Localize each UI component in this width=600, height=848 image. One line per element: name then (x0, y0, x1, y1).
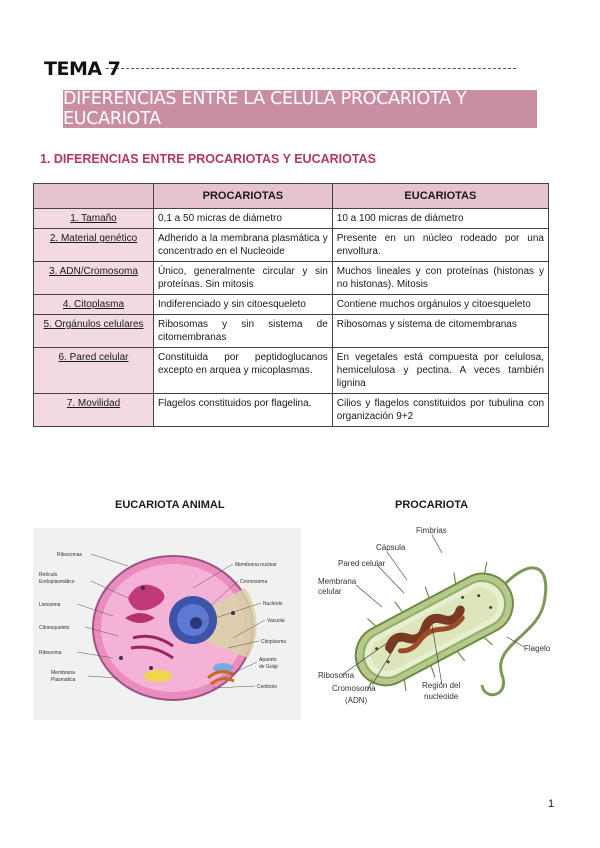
page-number: 1 (548, 798, 555, 810)
row-label-cell (34, 295, 154, 315)
eucariota-cell: Cilios y flagelos constituidos por tubulina con organización 9+2 (332, 394, 548, 427)
table-row (34, 209, 549, 229)
row-label-cell (34, 394, 154, 427)
label-celular: celular (318, 587, 342, 596)
table-row (34, 348, 549, 394)
label-region-del: Región del (422, 681, 461, 690)
label-membrana-nuclear: Membrana nuclear (235, 562, 277, 568)
row-label: 1. Tamaño (70, 213, 117, 224)
table-row (34, 315, 549, 348)
row-label-cell (34, 229, 154, 262)
banner-title: DIFERENCIAS ENTRE LA CÉLULA PROCARIOTA Y EUCARIOTA (63, 89, 467, 129)
animal-cell-figure (33, 528, 301, 720)
label-membrana: Membrana (51, 670, 75, 676)
label-vacuola: Vacuola (267, 618, 285, 624)
procariota-cell: Adherido a la membrana plasmática y concentrado en el Nucleoide (154, 229, 333, 262)
label-ribosoma: Ribosoma (39, 650, 62, 656)
header-empty (34, 184, 154, 209)
title-dashed-rule (106, 68, 516, 69)
eucariota-cell: Muchos lineales y con proteínas (histonas y no histonas). Mitosis (332, 262, 548, 295)
label-nucleoide: nucleoide (424, 692, 459, 701)
table-row (34, 295, 549, 315)
procariota-cell: 0,1 a 50 micras de diámetro (154, 209, 333, 229)
prokaryote-figure (312, 525, 562, 720)
eucariota-cell: Presente en un núcleo rodeado por una envoltura. (332, 229, 548, 262)
prokaryote-illustration (312, 525, 562, 720)
procariota-cell: Ribosomas y sin sistema de citomembranas (154, 315, 333, 348)
row-label: 5. Orgánulos celulares (43, 319, 144, 330)
label-citoplasma: Citoplasma (261, 639, 287, 645)
label-de-golgi: de Golgi (259, 664, 278, 670)
table-row (34, 394, 549, 427)
procariota-cell: Indiferenciado y sin citoesqueleto (154, 295, 333, 315)
title-banner (63, 90, 537, 128)
label-fimbrias: Fimbrias (416, 526, 447, 535)
row-label: 2. Material genético (49, 233, 138, 244)
animal-cell-caption: EUCARIOTA ANIMAL (115, 499, 225, 511)
label-capsula: Cápsula (376, 543, 406, 552)
label-pared-celular: Pared celular (338, 559, 386, 568)
section-title: 1. DIFERENCIAS ENTRE PROCARIOTAS Y EUCARIOTAS (40, 152, 376, 166)
row-label: 6. Pared celular (58, 352, 129, 363)
eucariota-cell: Contiene muchos orgánulos y citoesqueleto (332, 295, 548, 315)
eucariota-cell: Ribosomas y sistema de citomembranas (332, 315, 548, 348)
procariota-cell: Único, generalmente circular y sin proteínas. Sin mitosis (154, 262, 333, 295)
row-label: 4. Citoplasma (62, 299, 125, 310)
label-adn: (ADN) (345, 696, 368, 705)
procariota-cell: Constituida por peptidoglucanos excepto en arquea y micoplasmas. (154, 348, 333, 394)
label-ribosoma: Ribosoma (318, 671, 355, 680)
row-label-cell (34, 348, 154, 394)
label-ribosomas: Ribosomas (57, 552, 83, 558)
eucariota-cell: 10 a 100 micras de diámetro (332, 209, 548, 229)
eucariota-cell: En vegetales está compuesta por celulosa, hemicelulosa y pectina. A veces también lignina (332, 348, 548, 394)
label-endoplasmatico: Endoplasmático (39, 579, 75, 585)
table-row (34, 262, 549, 295)
label-cromosoma: Cromosoma (332, 684, 376, 693)
animal-cell-illustration (33, 528, 301, 720)
label-reticulo: Retículo (39, 572, 58, 578)
row-label: 3. ADN/Cromosoma (49, 266, 138, 277)
row-label-cell (34, 209, 154, 229)
row-label-cell (34, 315, 154, 348)
comparison-table (33, 183, 549, 427)
label-cromosoma: Cromosoma (240, 579, 268, 585)
prokaryote-caption: PROCARIOTA (395, 499, 469, 511)
label-membrana: Membrana (318, 577, 357, 586)
label-aparato: Aparato (259, 657, 277, 663)
label-flagelo: Flagelo (524, 644, 551, 653)
row-label: 7. Movilidad (66, 398, 121, 409)
header-procariotas: PROCARIOTAS (154, 184, 333, 209)
table-header-row (34, 184, 549, 209)
label-lisosoma: Lisosoma (39, 602, 61, 608)
header-eucariotas: EUCARIOTAS (332, 184, 548, 209)
procariota-cell: Flagelos constituidos por flagelina. (154, 394, 333, 427)
label-nucleolo: Nucléolo (263, 601, 283, 607)
label-citoesqueleto: Citoesqueleto (39, 625, 70, 631)
unit-title: TEMA 7 (44, 58, 121, 80)
label-plasmatica: Plasmática (51, 677, 76, 683)
table-row (34, 229, 549, 262)
label-centriolo: Centriolo (257, 684, 278, 690)
row-label-cell (34, 262, 154, 295)
